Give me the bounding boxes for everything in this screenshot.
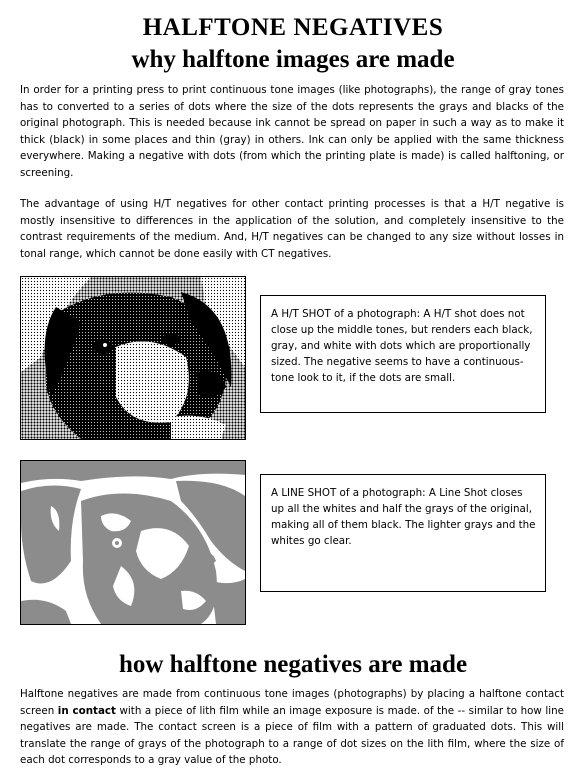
halftone-shot-caption: A H/T SHOT of a photograph: A H/T shot does not close up the middle tones, but renders each black, gray, and white with dots which are proportionally sized. The negative seems to have a continuous-tone look to it, if the dots are small.	[260, 295, 546, 413]
line-shot-dog-photo	[20, 460, 246, 625]
section-text-after: with a piece of lith film while an image exposure is made. of the -- similar to how line negatives are made. The contact screen is a piece of film with a pattern of graduated dots. This will translate the range of grays of the photograph to a range of dot sizes on the lith film, where the size of each dot corresponds to a gray value of the photo.	[20, 704, 564, 767]
section-heading: how halftone negatives are made	[118, 651, 468, 678]
page-subtitle: why halftone images are made	[131, 46, 455, 73]
intro-paragraph-1: In order for a printing press to print continuous tone images (like photographs), the range of gray tones has to converted to a series of dots where the size of the dots represents the grays and blacks of the original photograph. This is needed because ink cannot be spread on paper in such a way as to make it thick (black) in some places and thin (gray) in others. Ink can only be applied with the same thickness everywhere. Making a negative with dots (from which the printing plate is made) is called halftoning, or screening.	[20, 84, 564, 179]
page-title: HALFTONE NEGATIVES	[142, 14, 444, 41]
section-paragraph	[20, 686, 564, 769]
section-text-bold: in contact	[57, 704, 116, 717]
intro-paragraph-2: The advantage of using H/T negatives for other contact printing processes is that a H/T negative is mostly insensitive to differences in the application of the solution, and completely insensitive to the contrast requirements of the medium. And, H/T negatives can be changed to any size without losses in tonal range, which cannot be done easily with CT negatives.	[20, 198, 564, 260]
halftone-dog-photo	[20, 276, 246, 440]
section-text-before: Halftone negatives are made from continuous tone images (photographs) by placing a halftone contact screen	[20, 688, 564, 717]
line-shot-caption: A LINE SHOT of a photograph: A Line Shot closes up all the whites and half the grays of the original, making all of them black. The lighter grays and the whites go clear.	[260, 474, 546, 592]
